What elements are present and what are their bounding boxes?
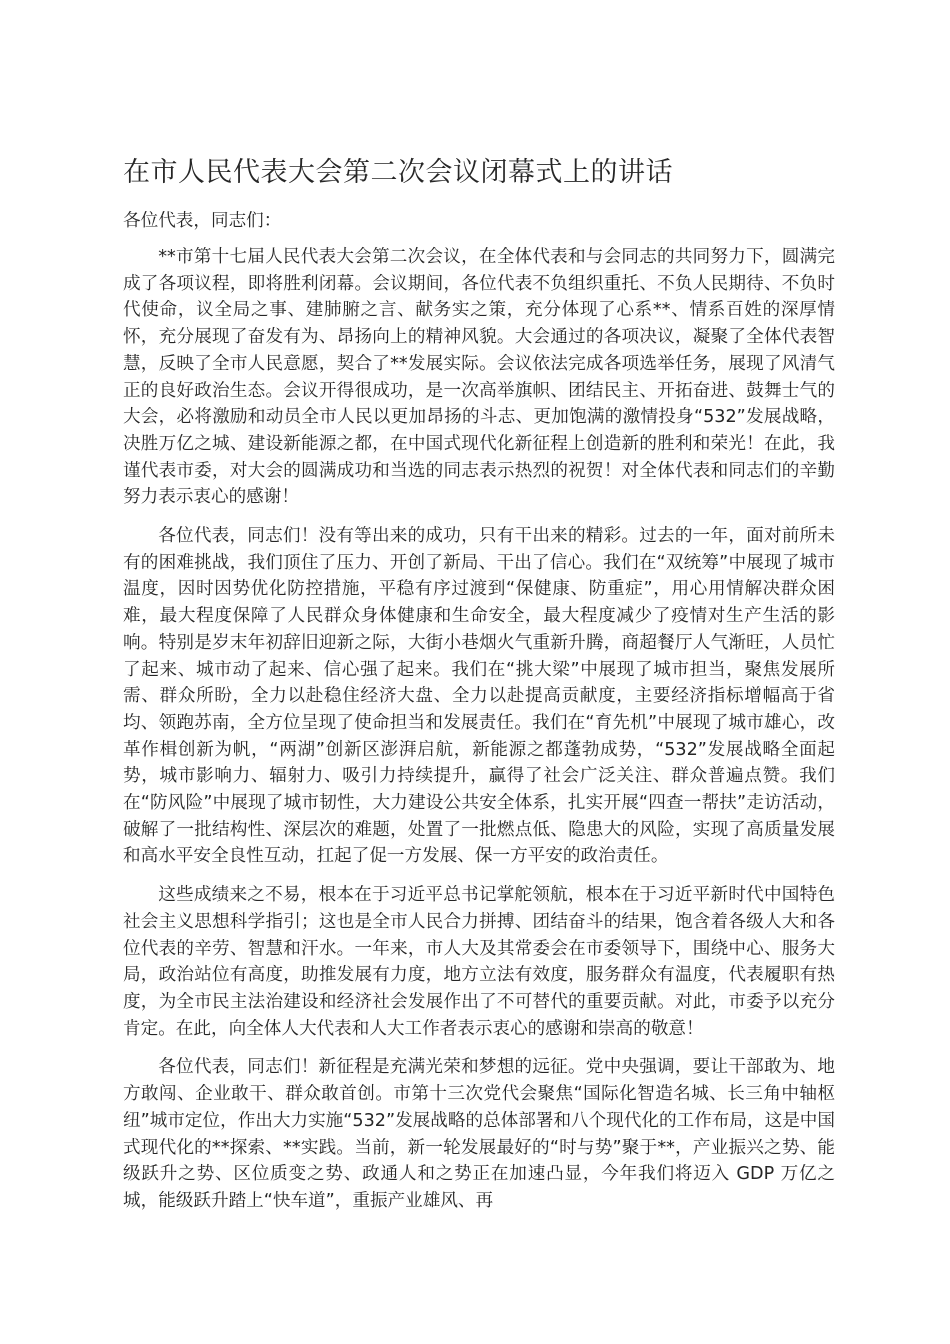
document-title: 在市人民代表大会第二次会议闭幕式上的讲话	[123, 157, 673, 188]
salutation: 各位代表，同志们：	[123, 211, 282, 231]
paragraph-3: 这些成绩来之不易，根本在于习近平总书记掌舵领航，根本在于习近平新时代中国特色社会主义思想科学指引；这也是全市人民合力拼搏、团结奋斗的结果，饱含着各级人大和各位代表的辛劳、智慧和汗水。一年来，市人大及其常委会在市委领导下，围绕中心、服务大局，政治站位有高度，助推发展有力度，地方立法有效度，服务群众有温度，代表履职有热度，为全市民主法治建设和经济社会发展作出了不可替代的重要贡献。对此，市委予以充分肯定。在此，向全体人大代表和人大工作者表示衷心的感谢和崇高的敬意！	[123, 885, 835, 1039]
paragraph-4: 各位代表，同志们！新征程是充满光荣和梦想的远征。党中央强调，要让干部敢为、地方敢闯、企业敢干、群众敢首创。市第十三次党代会聚焦“国际化智造名城、长三角中轴枢纽”城市定位，作出大力实施“532”发展战略的总体部署和八个现代化的工作布局，这是中国式现代化的**探索、**实践。当前，新一轮发展最好的“时与势”聚于**，产业振兴之势、能级跃升之势、区位质变之势、政通人和之势正在加速凸显，今年我们将迈入 GDP 万亿之城，能级跃升踏上“快车道”，重振产业雄风、再	[123, 1057, 835, 1211]
paragraph-2: 各位代表，同志们！没有等出来的成功，只有干出来的精彩。过去的一年，面对前所未有的困难挑战，我们顶住了压力、开创了新局、干出了信心。我们在“双统筹”中展现了城市温度，因时因势优化防控措施，平稳有序过渡到“保健康、防重症”，用心用情解决群众困难，最大程度保障了人民群众身体健康和生命安全，最大程度减少了疫情对生产生活的影响。特别是岁末年初辞旧迎新之际，大街小巷烟火气重新升腾，商超餐厅人气渐旺，人员忙了起来、城市动了起来、信心强了起来。我们在“挑大梁”中展现了城市担当，聚焦发展所需、群众所盼，全力以赴稳住经济大盘、全力以赴提高贡献度，主要经济指标增幅高于省均、领跑苏南，全方位呈现了使命担当和发展责任。我们在“育先机”中展现了城市雄心，改革作楫创新为帆，“两湖”创新区澎湃启航，新能源之都蓬勃成势，“532”发展战略全面起势，城市影响力、辐射力、吸引力持续提升，赢得了社会广泛关注、群众普遍点赞。我们在“防风险”中展现了城市韧性，大力建设公共安全体系，扎实开展“四查一帮扶”走访活动，破解了一批结构性、深层次的难题，处置了一批燃点低、隐患大的风险，实现了高质量发展和高水平安全良性互动，扛起了促一方发展、保一方平安的政治责任。	[123, 526, 835, 867]
document-body	[123, 244, 835, 1227]
paragraph-1: **市第十七届人民代表大会第二次会议，在全体代表和与会同志的共同努力下，圆满完成了各项议程，即将胜利闭幕。会议期间，各位代表不负组织重托、不负人民期待、不负时代使命，议全局之事、建肺腑之言、献务实之策，充分体现了心系**、情系百姓的深厚情怀，充分展现了奋发有为、昂扬向上的精神风貌。大会通过的各项决议，凝聚了全体代表智慧，反映了全市人民意愿，契合了**发展实际。会议依法完成各项选举任务，展现了风清气正的良好政治生态。会议开得很成功，是一次高举旗帜、团结民主、开拓奋进、鼓舞士气的大会，必将激励和动员全市人民以更加昂扬的斗志、更加饱满的激情投身“532”发展战略，决胜万亿之城、建设新能源之都，在中国式现代化新征程上创造新的胜利和荣光！在此，我谨代表市委，对大会的圆满成功和当选的同志表示热烈的祝贺！对全体代表和同志们的辛勤努力表示衷心的感谢！	[123, 247, 835, 508]
